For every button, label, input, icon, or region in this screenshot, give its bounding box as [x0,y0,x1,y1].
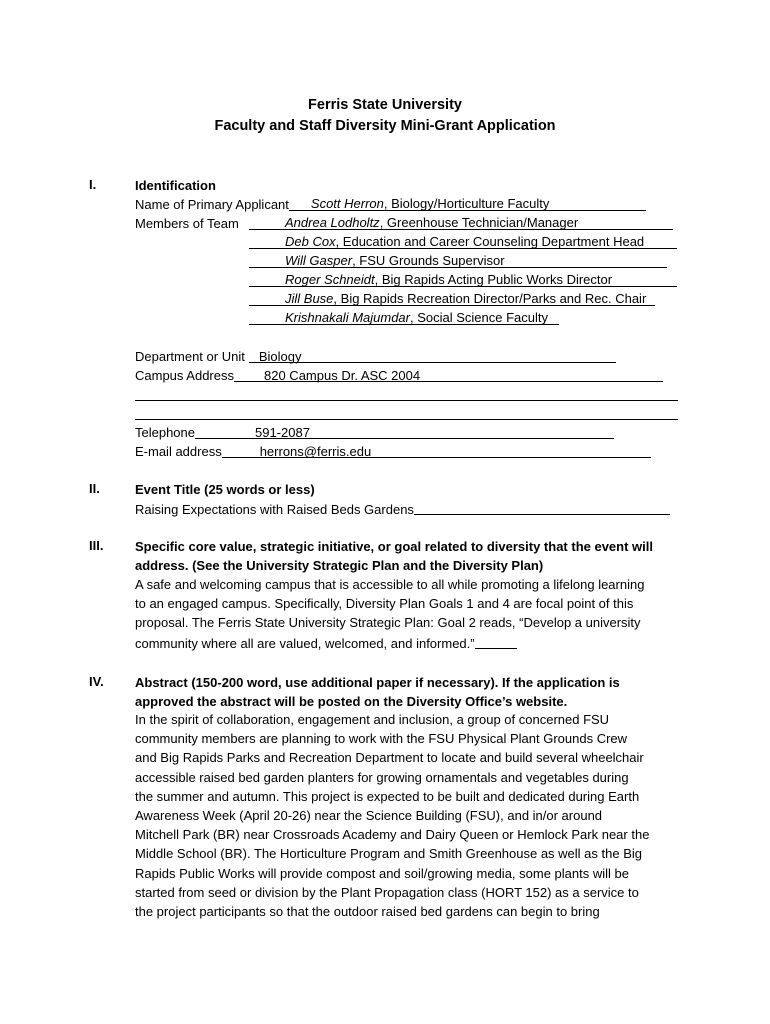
team-member-role: , Big Rapids Recreation Director/Parks and Rec. Chair [333,291,647,306]
email-field[interactable] [222,443,651,458]
answer-line: community where all are valued, welcomed, and informed.” [135,633,695,653]
section-heading-core-value-line2: address. (See the University Strategic Plan and the Diversity Plan) [135,558,544,573]
team-member-row[interactable] [249,290,655,309]
answer-line: Rapids Public Works will provide compost and soil/growing media, some plants will be [135,865,629,881]
answer-line: and Big Rapids Parks and Recreation Department to locate and build several wheelchair [135,750,644,766]
answer-line: Awareness Week (April 20-26) near the Science Building (FSU), and in/or around [135,808,603,824]
campus-address-row [135,366,663,385]
telephone-row [135,423,614,442]
email-value: herrons@ferris.edu [259,444,372,459]
section-heading-abstract-line2: approved the abstract will be posted on the Diversity Office’s website. [135,694,568,709]
answer-line: proposal. The Ferris State University Strategic Plan: Goal 2 reads, “Develop a university [135,615,641,631]
answer-line: the project participants so that the outdoor raised bed gardens can begin to bring [135,904,600,920]
team-member-name: Krishnakali Majumdar [285,310,410,325]
event-title-row[interactable] [135,499,670,519]
answer-line: started from seed or division by the Plant Propagation class (HORT 152) as a service to [135,884,639,900]
team-member-row[interactable] [249,252,667,271]
section-numeral: III. [89,538,104,553]
primary-applicant-label: Name of Primary Applicant [135,197,289,212]
team-member-role: , Social Science Faculty [410,310,549,325]
answer-line: the summer and autumn. This project is expected to be built and dedicated during Earth [135,788,640,804]
email-row [135,442,651,461]
section-numeral: II. [89,481,100,496]
team-member-name: Jill Buse [285,291,334,306]
team-member-row[interactable] [249,271,677,290]
telephone-field[interactable] [195,424,614,439]
answer-line: community members are planning to work with the FSU Physical Plant Grounds Crew [135,731,628,747]
university-name: Ferris State University [308,97,462,113]
answer-line: Middle School (BR). The Horticulture Program and Smith Greenhouse as well as the Big [135,846,642,862]
campus-address-value: 820 Campus Dr. ASC 2004 [264,368,421,383]
team-member-role: , Big Rapids Acting Public Works Director [374,272,613,287]
section-numeral: I. [89,177,97,192]
form-title: Faculty and Staff Diversity Mini-Grant Application [214,118,556,134]
team-member-role: , Education and Career Counseling Department Head [335,234,645,249]
primary-applicant-field[interactable] [289,196,646,211]
team-member-row[interactable] [249,214,673,233]
section-numeral: IV. [89,674,104,689]
primary-applicant-role: , Biology/Horticulture Faculty [383,196,550,211]
answer-line: to an engaged campus. Specifically, Diversity Plan Goals 1 and 4 are focal point of this [135,596,634,612]
campus-address-line-3[interactable] [135,419,678,420]
department-value: Biology [258,349,302,364]
team-member-name: Will Gasper [285,253,353,268]
answer-line: Mitchell Park (BR) near Crossroads Academy and Dairy Queen or Hemlock Park near the [135,827,650,843]
campus-address-line-2[interactable] [135,400,678,401]
core-value-answer[interactable] [135,575,695,653]
answer-line: accessible raised bed garden planters for growing ornamentals and vegetables during [135,769,629,785]
section-heading-abstract: Abstract (150-200 word, use additional paper if necessary). If the application is [135,675,620,690]
campus-address-label: Campus Address [135,368,234,383]
section-heading-event-title: Event Title (25 words or less) [135,482,315,497]
team-member-name: Roger Schneidt [285,272,375,287]
team-member-name: Deb Cox [285,234,336,249]
team-member-row[interactable] [249,233,677,252]
primary-applicant-name: Scott Herron [310,196,384,211]
telephone-value: 591-2087 [255,425,310,440]
telephone-label: Telephone [135,425,195,440]
team-members-label: Members of Team [135,216,239,231]
campus-address-field[interactable] [234,367,663,382]
team-member-row[interactable] [249,309,559,328]
event-title-value: Raising Expectations with Raised Beds Gardens [135,502,414,517]
team-member-role: , Greenhouse Technician/Manager [379,215,579,230]
department-label: Department or Unit [135,349,245,364]
answer-line: In the spirit of collaboration, engagement and inclusion, a group of concerned FSU [135,712,610,727]
department-field[interactable] [249,348,616,363]
abstract-answer[interactable] [135,710,695,921]
section-heading-identification: Identification [135,178,216,193]
team-member-name: Andrea Lodholtz [285,215,380,230]
team-member-role: , FSU Grounds Supervisor [352,253,505,268]
email-label: E-mail address [135,444,222,459]
department-row [135,347,616,366]
answer-line: A safe and welcoming campus that is accessible to all while promoting a lifelong learning [135,577,645,592]
primary-applicant-row [135,195,646,214]
section-heading-core-value: Specific core value, strategic initiative, or goal related to diversity that the event will [135,539,653,554]
